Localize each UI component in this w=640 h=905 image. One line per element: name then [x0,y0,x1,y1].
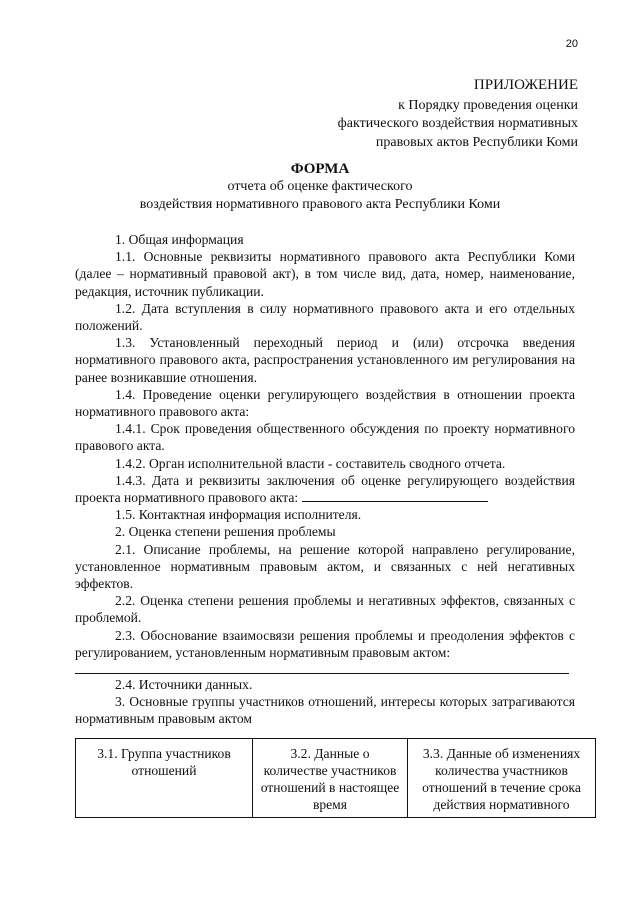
appendix-line: правовых актов Республики Коми [375,134,578,150]
paragraph-1-3: 1.3. Установленный переходный период и (или) отсрочка введения нормативного правового акта, распространения установленного им регулирования на ранее возникавшие отношения. [75,335,575,385]
paragraph-1-1: 1.1. Основные реквизиты нормативного правового акта Республики Коми (далее – нормативный правовой акт), в том числе вид, дата, номер, наименование, редакция, источник публикации. [75,249,575,299]
paragraph-2-2: 2.2. Оценка степени решения проблемы и негативных эффектов, связанных с проблемой. [75,593,575,626]
fill-in-rule [75,661,569,674]
section-heading-2: 2. Оценка степени решения проблемы [115,524,336,540]
section-heading-3: 3. Основные группы участников отношений, интересы которых затрагиваются нормативным правовым актом [75,694,575,727]
section-heading-1: 1. Общая информация [115,232,244,247]
form-subtitle-line: воздействия нормативного правового акта Республики Коми [139,197,501,212]
form-title: ФОРМА [290,161,350,177]
table-header-cell: 3.2. Данные о количестве участников отношений в настоящее время [253,739,408,818]
form-heading [0,160,640,214]
paragraph-2-3: 2.3. Обоснование взаимосвязи решения проблемы и преодоления эффектов с регулированием, установленным нормативным правовым актом: [75,627,575,660]
paragraph-1-4: 1.4. Проведение оценки регулирующего воздействия в отношении проекта нормативного правового акта: [75,386,575,420]
participants-table [75,738,596,818]
paragraph-1-4-1: 1.4.1. Срок проведения общественного обсуждения по проекту нормативного правового акта. [75,421,575,454]
appendix-line: фактического воздействия нормативных [337,116,578,131]
table-header-cell: 3.3. Данные об изменениях количества участников отношений в течение срока действия нормативного [408,739,596,818]
paragraph-1-4-2: 1.4.2. Орган исполнительной власти - составитель сводного отчета. [115,455,506,471]
paragraph-1-4-3 [75,472,575,506]
appendix-title: ПРИЛОЖЕНИЕ [473,77,578,93]
document-body [75,231,575,728]
paragraph-2-1: 2.1. Описание проблемы, на решение которой направлено регулирование, установленное нормативным правовым актом, и связанных с ней негативных эффектов. [75,541,575,592]
table-header-cell: 3.1. Группа участников отношений [76,739,253,818]
appendix-line: к Порядку проведения оценки [398,97,578,113]
appendix-header [238,76,578,152]
paragraph-1-2: 1.2. Дата вступления в силу нормативного правового акта и его отдельных положений. [75,300,575,334]
paragraph-1-4-3-text: 1.4.3. Дата и реквизиты заключения об оценке регулирующего воздействия проекта нормативного правового акта: [75,472,575,506]
form-subtitle-line: отчета об оценке фактического [227,179,413,194]
paragraph-1-5: 1.5. Контактная информация исполнителя. [115,507,362,523]
paragraph-2-4: 2.4. Источники данных. [115,677,253,693]
table-header-row [76,739,596,818]
page-number: 20 [565,38,578,50]
fill-in-line [302,489,488,502]
